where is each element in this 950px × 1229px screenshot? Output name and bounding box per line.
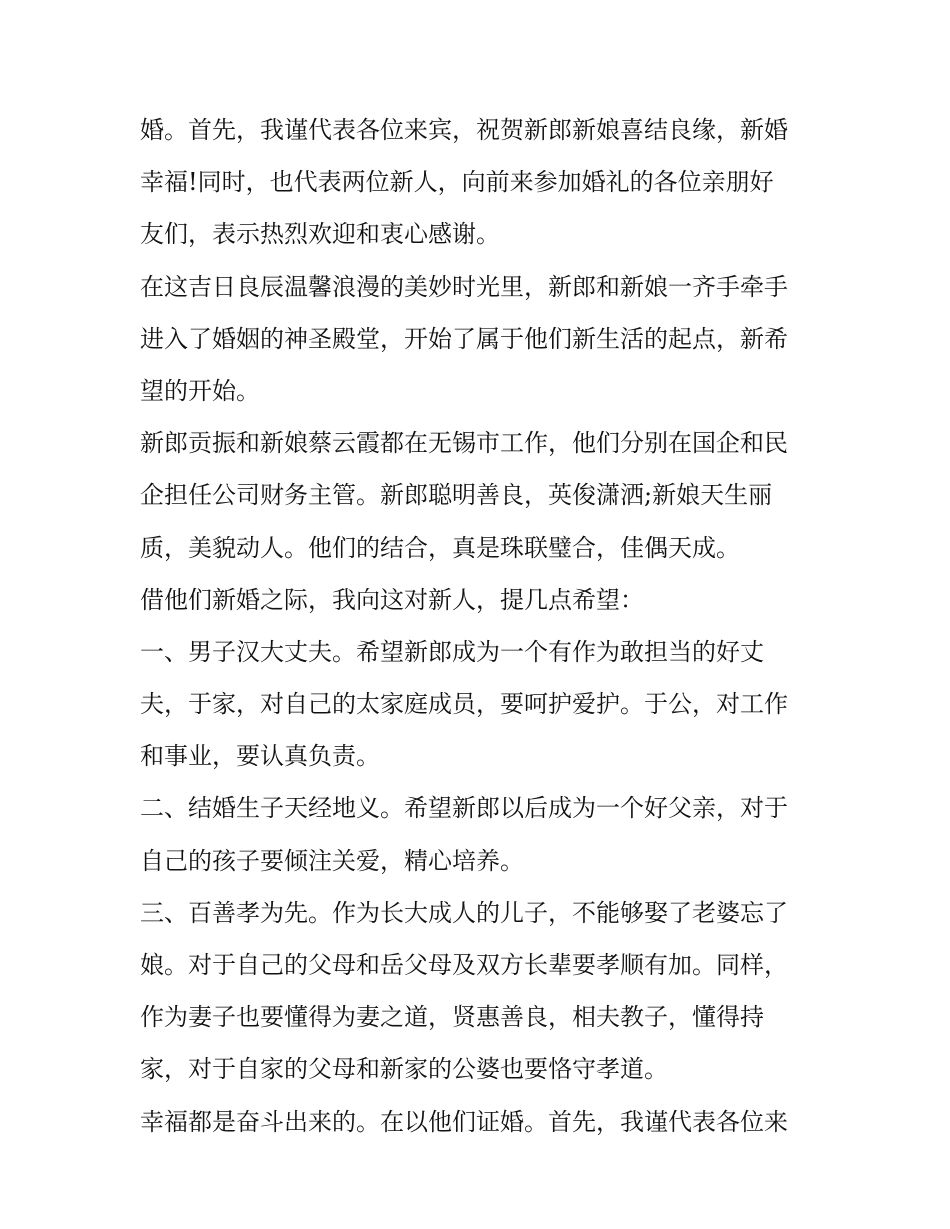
- text-line: 在这吉日良辰温馨浪漫的美妙时光里，新郎和新娘一齐手牵手: [140, 272, 788, 301]
- paragraph-closing-fragment: [140, 1096, 820, 1148]
- text-line: 企担任公司财务主管。新郎聪明善良，英俊潇洒;新娘天生丽: [140, 481, 773, 510]
- text-line: 三、百善孝为先。作为长大成人的儿子，不能够娶了老婆忘了: [140, 898, 788, 927]
- text-line: 和事业，要认真负责。: [140, 742, 380, 771]
- text-line: 娘。对于自己的父母和岳父母及双方长辈要孝顺有加。同样，: [140, 951, 788, 979]
- paragraph-hope-three: [140, 887, 820, 1096]
- text-line: 幸福!同时，也代表两位新人，向前来参加婚礼的各位亲朋好: [140, 168, 774, 197]
- paragraph-hope-two: [140, 782, 820, 886]
- text-line: 新郎贡振和新娘蔡云霞都在无锡市工作，他们分别在国企和民: [140, 429, 788, 458]
- text-line: 一、男子汉大丈夫。希望新郎成为一个有作为敢担当的好丈: [140, 637, 764, 666]
- text-line: 二、结婚生子天经地义。希望新郎以后成为一个好父亲，对于: [140, 794, 788, 823]
- text-line: 自己的孩子要倾注关爱，精心培养。: [140, 846, 524, 875]
- text-line: 作为妻子也要懂得为妻之道，贤惠善良，相夫教子，懂得持: [140, 1003, 764, 1032]
- paragraph-hope-one: [140, 626, 820, 783]
- paragraph-couple-intro: [140, 417, 820, 574]
- paragraph-auspicious-day: [140, 261, 820, 418]
- text-line: 幸福都是奋斗出来的。在以他们证婚。首先，我谨代表各位来: [140, 1107, 788, 1136]
- text-line: 夫，于家，对自己的太家庭成员，要呵护爱护。于公，对工作: [140, 690, 788, 719]
- paragraph-hopes-intro: [140, 574, 820, 626]
- text-line: 借他们新婚之际，我向这对新人，提几点希望：: [140, 585, 644, 614]
- text-line: 望的开始。: [140, 376, 260, 405]
- text-line: 婚。首先，我谨代表各位来宾，祝贺新郎新娘喜结良缘，新婚: [140, 116, 788, 144]
- text-line: 友们，表示热烈欢迎和衷心感谢。: [140, 220, 500, 249]
- paragraph-opening-blessing: [140, 104, 820, 261]
- text-line: 质，美貌动人。他们的结合，真是珠联璧合，佳偶天成。: [140, 533, 740, 562]
- text-line: 家，对于自家的父母和新家的公婆也要恪守孝道。: [140, 1055, 668, 1084]
- text-line: 进入了婚姻的神圣殿堂，开始了属于他们新生活的起点，新希: [140, 324, 788, 353]
- document-body: [140, 104, 820, 1148]
